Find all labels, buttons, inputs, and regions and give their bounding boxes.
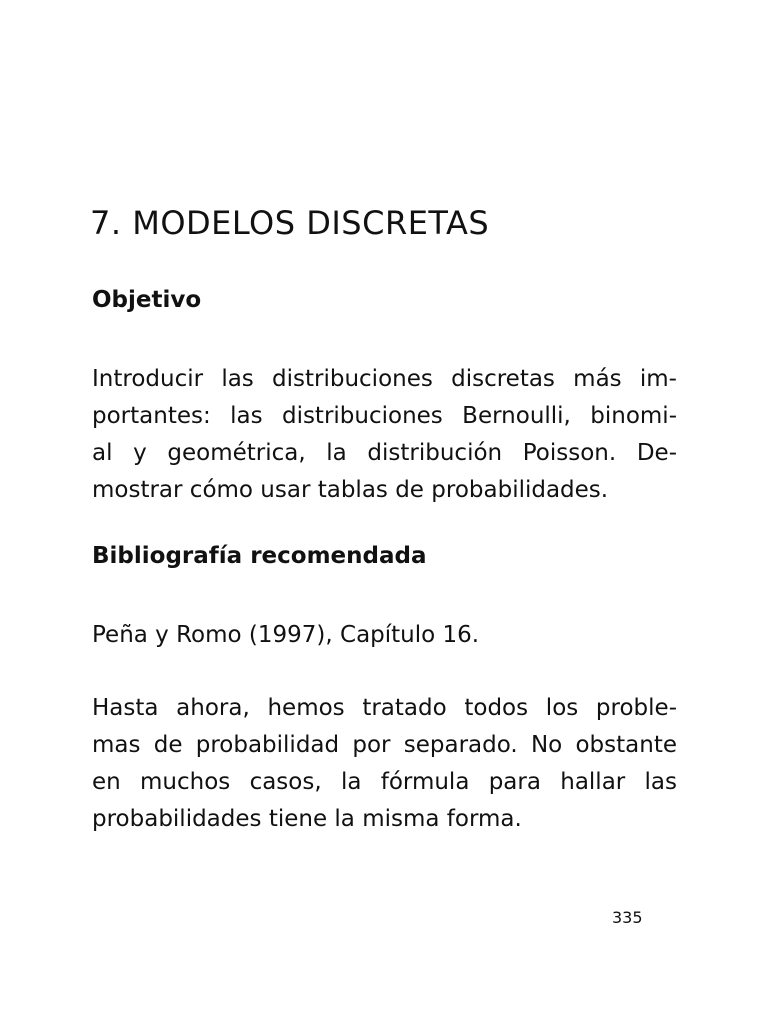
- objective-line: al y geométrica, la distribución Poisson. De-: [92, 440, 677, 466]
- body-line: en muchos casos, la fórmula para hallar las: [92, 769, 677, 795]
- body-line: probabilidades tiene la misma forma.: [92, 806, 522, 832]
- reference-line: Peña y Romo (1997), Capítulo 16.: [92, 622, 480, 648]
- objective-line: Introducir las distribuciones discretas más im-: [92, 366, 677, 392]
- bibliography-reference: [92, 617, 677, 654]
- objective-paragraph: [92, 361, 677, 509]
- objective-line: mostrar cómo usar tablas de probabilidades.: [92, 477, 609, 503]
- section-heading-bibliografia: Bibliografía recomendada: [92, 543, 427, 569]
- body-line: Hasta ahora, hemos tratado todos los proble-: [92, 695, 677, 721]
- body-line: mas de probabilidad por separado. No obstante: [92, 732, 677, 758]
- body-paragraph: [92, 690, 677, 838]
- chapter-title: 7. MODELOS DISCRETAS: [90, 204, 490, 242]
- page-number: 335: [612, 908, 643, 927]
- objective-line: portantes: las distribuciones Bernoulli, binomi-: [92, 403, 677, 429]
- section-heading-objetivo: Objetivo: [92, 287, 202, 313]
